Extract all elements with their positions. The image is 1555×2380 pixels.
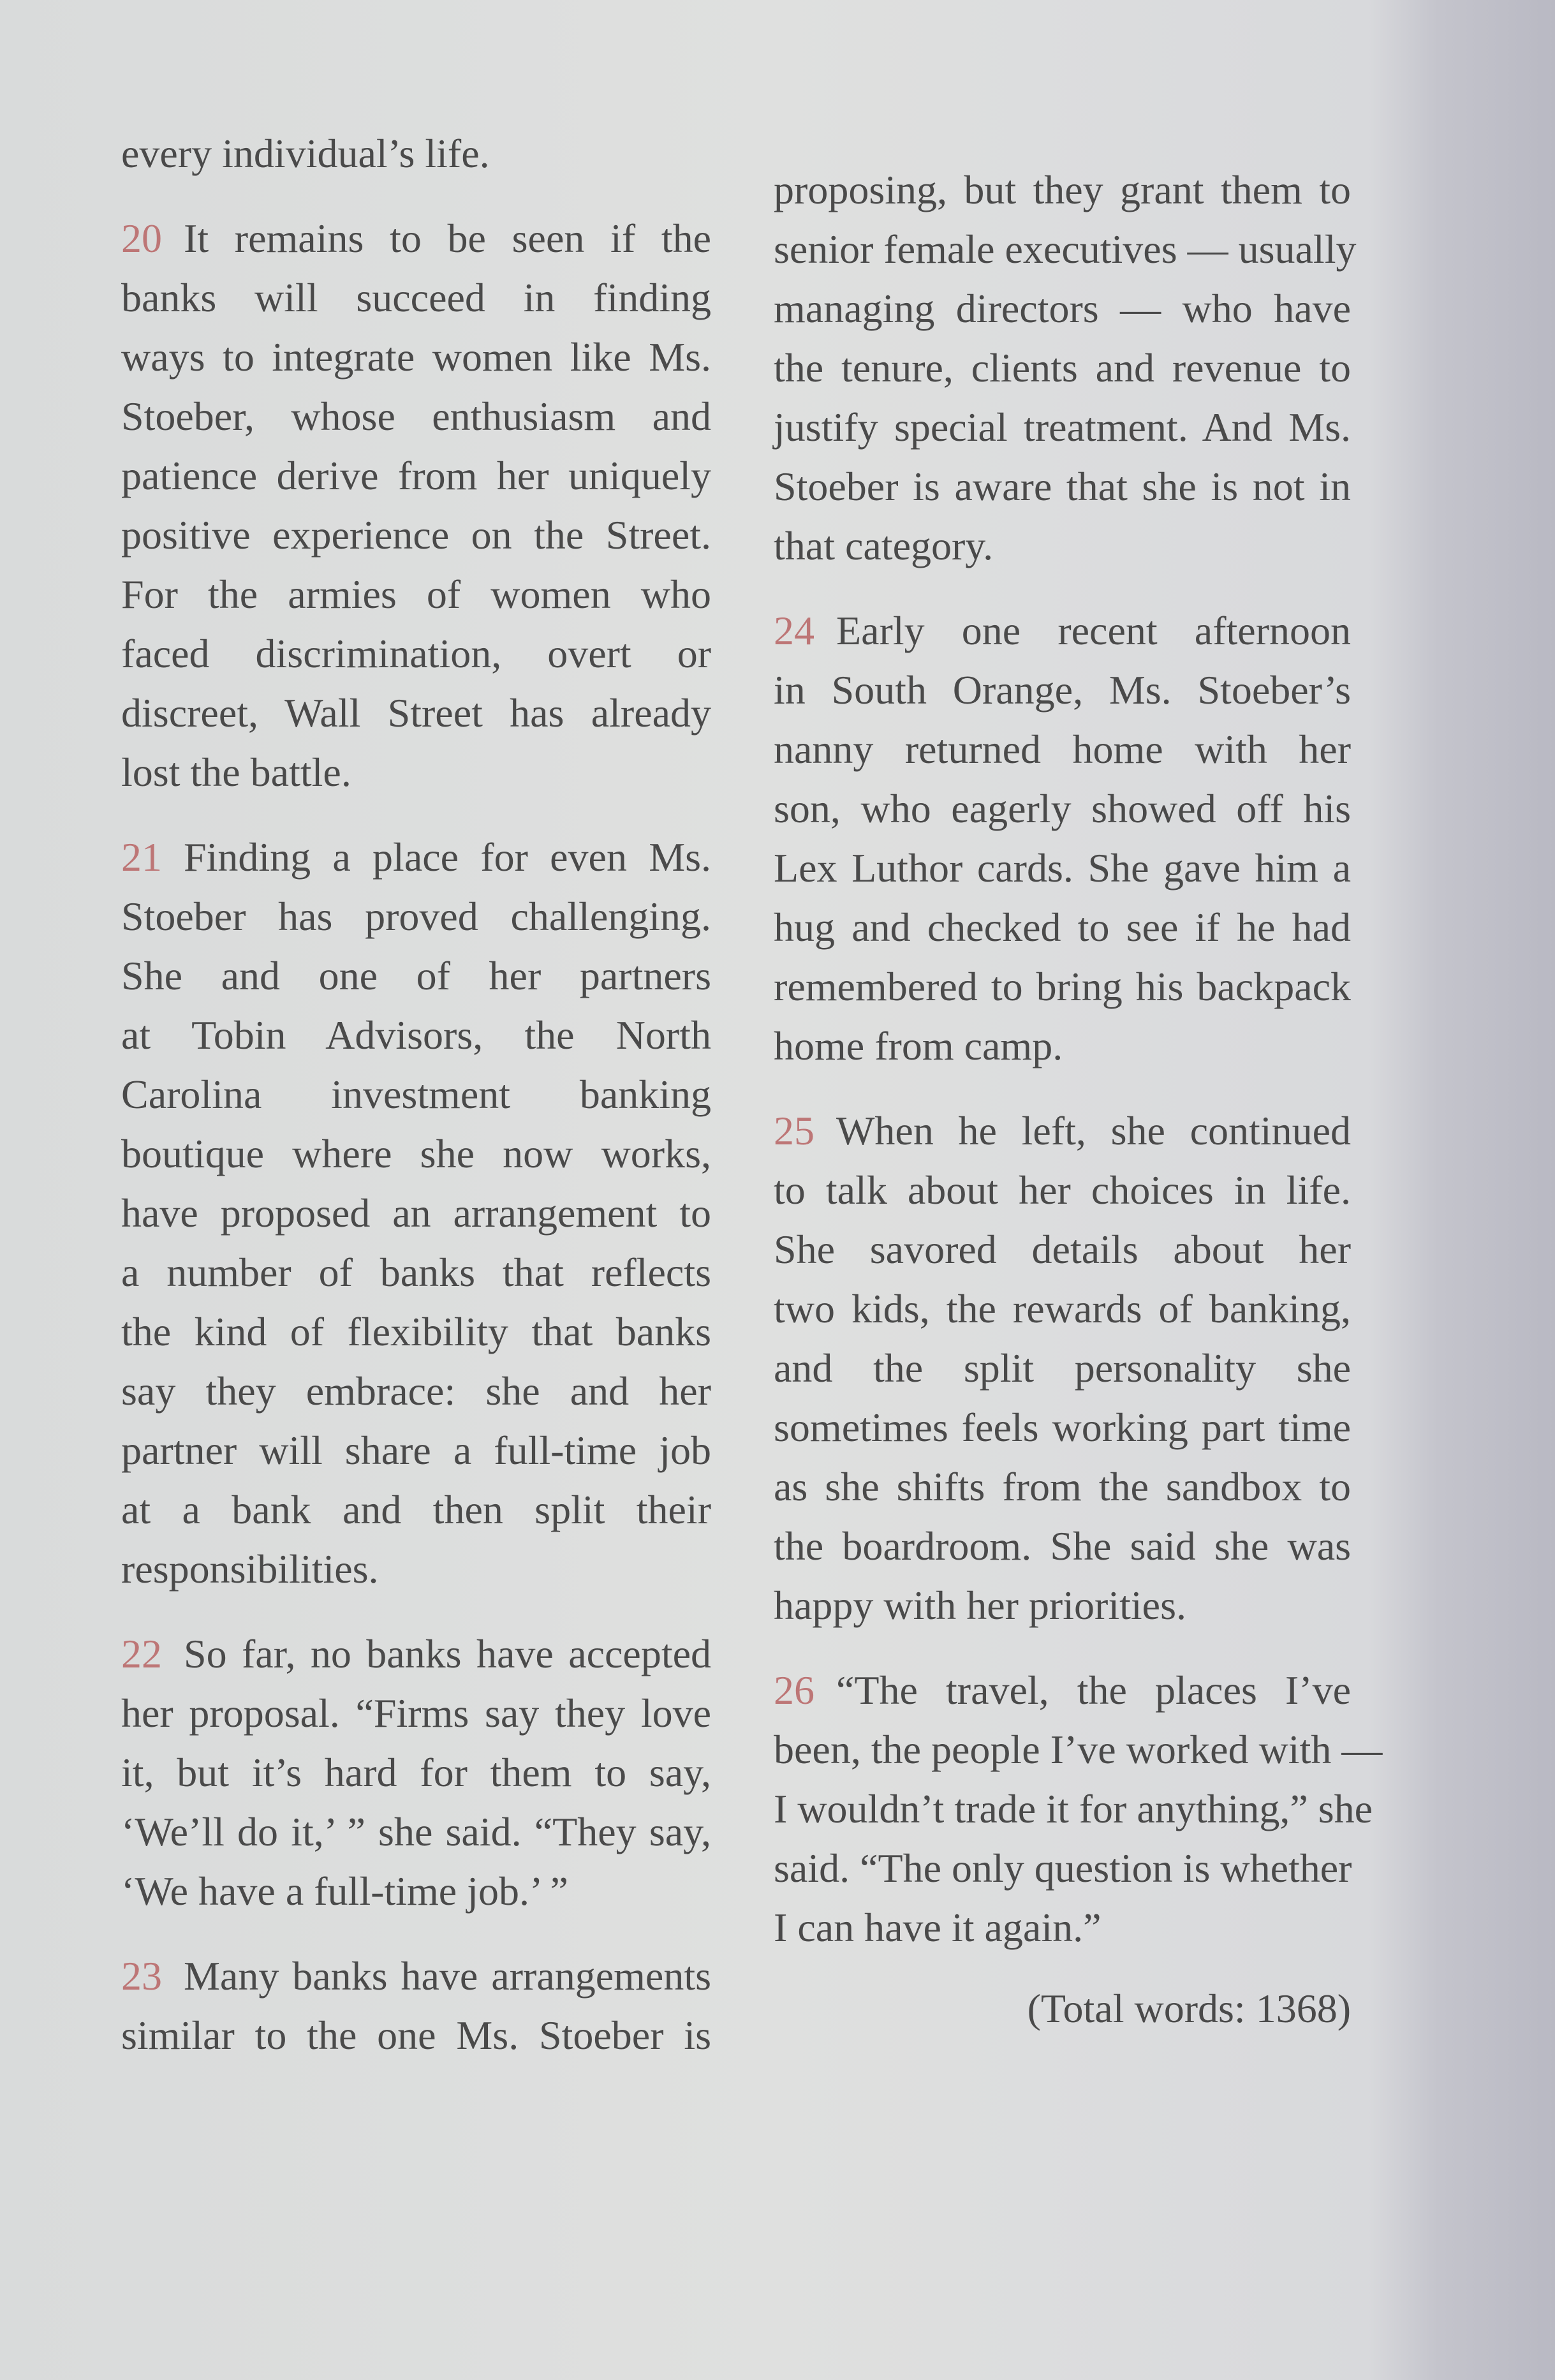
paragraph-22 (121, 1624, 711, 1921)
text-line (121, 1946, 711, 2006)
line-text: the tenure, clients and revenue to (774, 345, 1351, 390)
text-line (774, 838, 1351, 898)
line-text: ‘We’ll do it,’ ” she said. “They say, (121, 1809, 711, 1854)
line-text: Stoeber has proved challenging. (121, 894, 711, 939)
text-line (774, 219, 1357, 279)
text-line (121, 446, 711, 505)
text-line (121, 1183, 711, 1243)
text-line (774, 1576, 1351, 1635)
line-text: I wouldn’t trade it for anything,” she (774, 1786, 1373, 1831)
line-text: it, but it’s hard for them to say, (121, 1750, 711, 1795)
line-text: Carolina investment banking (121, 1072, 711, 1117)
paragraph-number: 20 (121, 216, 162, 261)
text-line (121, 743, 711, 802)
line-text: remembered to bring his backpack (774, 964, 1351, 1009)
line-text: She savored details about her (774, 1227, 1351, 1272)
line-text: home from camp. (774, 1023, 1063, 1068)
text-line (774, 1516, 1351, 1576)
text-line (774, 779, 1351, 838)
text-line (121, 1683, 711, 1743)
line-text: Stoeber, whose enthusiasm and (121, 394, 711, 439)
text-line (121, 1802, 711, 1861)
line-text: say they embrace: she and her (121, 1368, 711, 1414)
text-line (774, 1016, 1351, 1075)
text-line (121, 1124, 711, 1183)
text-line (774, 1457, 1351, 1516)
line-text: positive experience on the Street. (121, 512, 711, 558)
line-text: She and one of her partners (121, 953, 711, 998)
text-line (121, 2006, 711, 2065)
line-text: at Tobin Advisors, the North (121, 1012, 711, 1058)
paragraph-number: 26 (774, 1667, 814, 1713)
line-text: said. “The only question is whether (774, 1845, 1352, 1891)
text-line (121, 565, 711, 624)
line-text: responsibilities. (121, 1546, 379, 1592)
line-text: nanny returned home with her (774, 727, 1351, 772)
line-text: “The travel, the places I’ve (836, 1667, 1351, 1713)
text-line (774, 1660, 1351, 1720)
paragraph-continuation (121, 124, 711, 183)
text-line (121, 1361, 711, 1421)
text-line (121, 1861, 711, 1921)
line-text: So far, no banks have accepted (184, 1631, 711, 1676)
line-text: and the split personality she (774, 1345, 1351, 1391)
text-line (774, 601, 1351, 660)
line-text: senior female executives — usually (774, 226, 1357, 272)
right-column (774, 160, 1383, 2038)
text-line (121, 1065, 711, 1124)
paragraph-number: 21 (121, 834, 162, 880)
text-line (121, 124, 711, 183)
line-text: Lex Luthor cards. She gave him a (774, 845, 1351, 891)
text-line (121, 1243, 711, 1302)
text-line (774, 516, 1351, 575)
text-line (774, 720, 1351, 779)
text-line (774, 160, 1351, 219)
paragraph-24 (774, 601, 1351, 1075)
text-line (774, 1220, 1351, 1279)
line-text: happy with her priorities. (774, 1583, 1186, 1628)
text-line (774, 660, 1351, 720)
line-text: Stoeber is aware that she is not in (774, 464, 1351, 509)
line-text: the kind of flexibility that banks (121, 1309, 711, 1354)
line-text: managing directors — who have (774, 286, 1351, 331)
text-line (121, 505, 711, 565)
paragraph-21 (121, 827, 711, 1599)
paragraph-number: 25 (774, 1108, 814, 1153)
text-line (774, 1101, 1351, 1160)
paragraph-23 (121, 1946, 711, 2065)
text-line (121, 209, 711, 268)
line-text: at a bank and then split their (121, 1487, 711, 1532)
line-text: patience derive from her uniquely (121, 453, 711, 498)
text-line (774, 957, 1351, 1016)
text-line (121, 387, 711, 446)
line-text: boutique where she now works, (121, 1131, 711, 1176)
paragraph-continuation (774, 160, 1357, 575)
line-text: as she shifts from the sandbox to (774, 1464, 1351, 1509)
text-line (121, 1624, 711, 1683)
line-text: Finding a place for even Ms. (184, 834, 711, 880)
text-line (774, 1160, 1351, 1220)
line-text: the boardroom. She said she was (774, 1523, 1351, 1569)
text-line (121, 327, 711, 387)
text-line (774, 1838, 1351, 1898)
line-text: For the armies of women who (121, 572, 711, 617)
text-line (121, 1302, 711, 1361)
text-line (774, 1398, 1351, 1457)
line-text: It remains to be seen if the (184, 216, 711, 261)
line-text: two kids, the rewards of banking, (774, 1286, 1351, 1331)
paragraph-20 (121, 209, 711, 802)
paragraph-25 (774, 1101, 1351, 1635)
line-text: sometimes feels working part time (774, 1405, 1351, 1450)
text-line (121, 827, 711, 887)
total-words: (Total words: 1368) (1027, 1986, 1351, 2031)
line-text: ‘We have a full-time job.’ ” (121, 1868, 568, 1914)
line-text: When he left, she continued (836, 1108, 1351, 1153)
paragraph-number: 22 (121, 1631, 162, 1676)
line-text: in South Orange, Ms. Stoeber’s (774, 667, 1351, 713)
line-text: partner will share a full-time job (121, 1428, 711, 1473)
text-line (121, 1743, 711, 1802)
left-column (121, 124, 711, 2090)
text-line (774, 1720, 1383, 1779)
text-line (774, 1279, 1351, 1338)
line-text: hug and checked to see if he had (774, 905, 1351, 950)
text-line (774, 1779, 1373, 1838)
paragraph-number: 24 (774, 608, 814, 653)
text-line (121, 624, 711, 683)
line-text: every individual’s life. (121, 131, 490, 176)
paragraph-number: 23 (121, 1953, 162, 1999)
text-line (121, 946, 711, 1005)
text-line (774, 457, 1351, 516)
text-line (121, 1005, 711, 1065)
line-text: Early one recent afternoon (836, 608, 1351, 653)
text-line (121, 1421, 711, 1480)
line-text: have proposed an arrangement to (121, 1190, 711, 1236)
line-text: her proposal. “Firms say they love (121, 1690, 711, 1736)
line-text: ways to integrate women like Ms. (121, 334, 711, 380)
text-line (121, 887, 711, 946)
text-line (774, 1898, 1351, 1957)
line-text: proposing, but they grant them to (774, 167, 1351, 212)
paragraph-26 (774, 1660, 1383, 1957)
line-text: lost the battle. (121, 750, 351, 795)
line-text: justify special treatment. And Ms. (774, 404, 1351, 450)
text-line (121, 268, 711, 327)
line-text: son, who eagerly showed off his (774, 786, 1351, 831)
line-text: faced discrimination, overt or (121, 631, 711, 676)
text-line (121, 683, 711, 743)
text-line (774, 338, 1351, 397)
text-line (774, 1338, 1351, 1398)
text-line (121, 1480, 711, 1539)
line-text: been, the people I’ve worked with — (774, 1727, 1383, 1772)
line-text: to talk about her choices in life. (774, 1167, 1351, 1213)
line-text: banks will succeed in finding (121, 275, 711, 320)
text-line (774, 397, 1351, 457)
line-text: Many banks have arrangements (184, 1953, 711, 1999)
line-text: discreet, Wall Street has already (121, 690, 711, 735)
line-text: that category. (774, 523, 994, 568)
text-line (774, 898, 1351, 957)
text-line (121, 1539, 711, 1599)
line-text: a number of banks that reflects (121, 1250, 711, 1295)
right-paragraphs (774, 160, 1383, 1957)
line-text: similar to the one Ms. Stoeber is (121, 2013, 711, 2058)
line-text: I can have it again.” (774, 1905, 1102, 1950)
text-line (774, 279, 1351, 338)
